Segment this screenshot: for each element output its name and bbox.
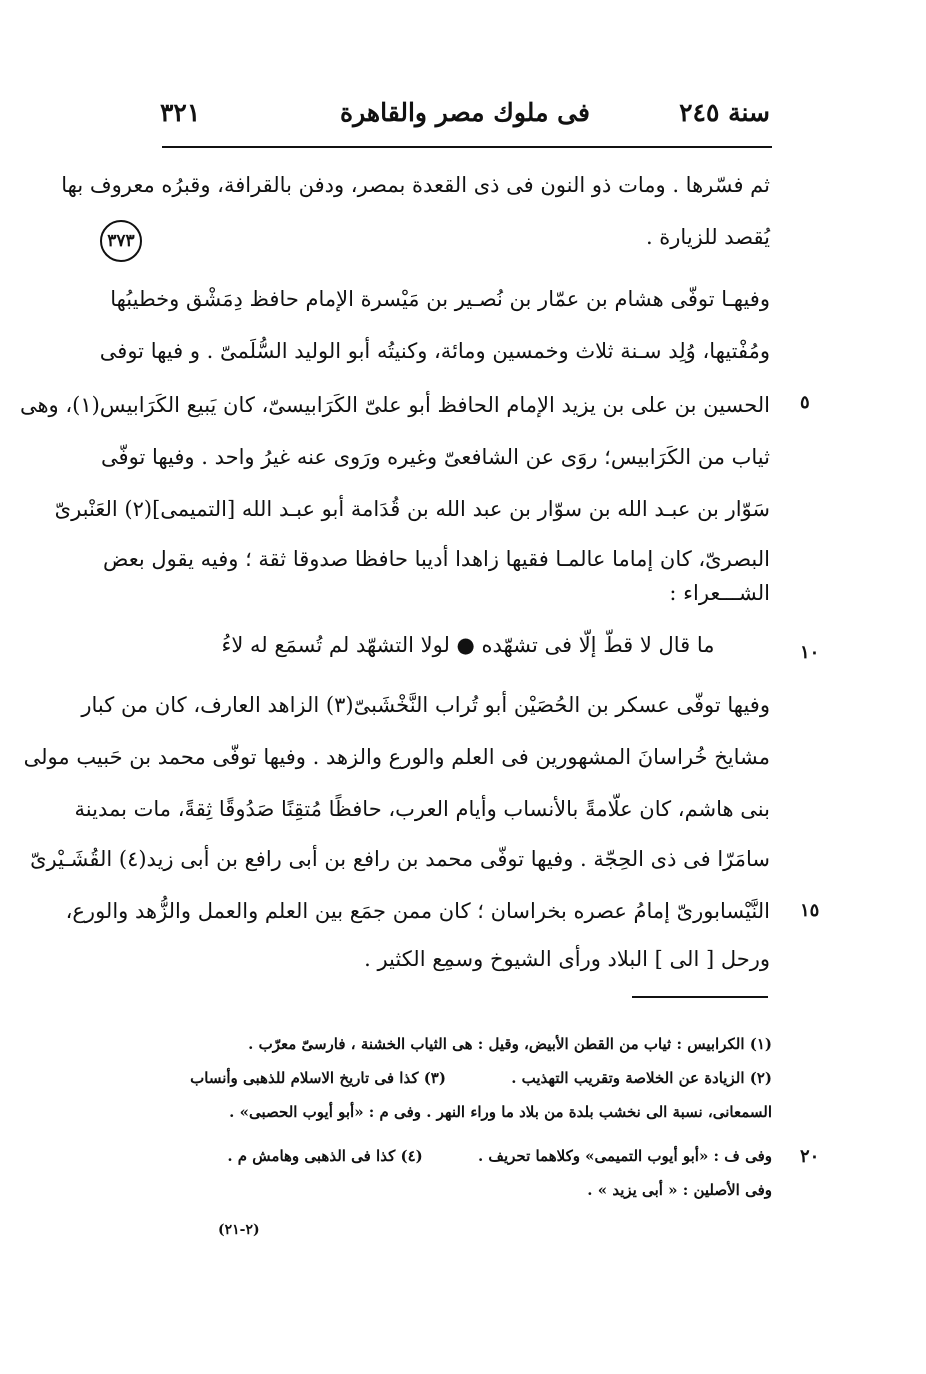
body-line-16: ورحل [ الى ] البلاد ورأى الشيوخ وسمِع الكثير .: [364, 947, 770, 971]
line-number-20: ٢٠: [800, 1146, 820, 1167]
running-header: [160, 98, 770, 138]
footnote-rule: [632, 996, 768, 998]
line-number-5: ٥: [800, 392, 810, 413]
margin-page-seal: ٣٧٣: [100, 220, 142, 262]
footnote-3-end: وفى ف : «أبو أيوب التميمى» وكلاهما تحريف .: [477, 1147, 772, 1165]
footnote-3: (٣) كذا فى تاريخ الاسلام للذهبى وأنساب: [190, 1069, 446, 1087]
body-line-12: مشايخ خُراسانَ المشهورين فى العلم والورع والزهد . وفيها توفّى محمد بن حَبيب مولى: [23, 745, 770, 769]
footnote-4: (٤) كذا فى الذهبى وهامش م .: [227, 1147, 423, 1165]
body-line-2: يُقصد للزيارة .: [645, 225, 770, 249]
verse-line: ما قال لا قطّ إلّا فى تشهّده ● لولا التشهّد لم تُسمَع له لاءُ: [221, 633, 715, 657]
footnote-1: (١) الكرابيس : ثياب من القطن الأبيض، وقيل : هى الثياب الخشنة ، فارسىّ معرّب .: [248, 1035, 772, 1053]
body-line-4: ومُفْتيها، وُلِد سـنة ثلاث وخمسين ومائة، وكنيتُه أبو الوليد السُّلَمىّ . و فيها توفى: [99, 339, 770, 363]
footnote-4-continued: وفى الأصلين : « أبى يزيد » .: [587, 1181, 772, 1199]
header-year: سنة ٢٤٥: [679, 98, 770, 127]
body-line-7: سَوّار بن عبـد الله بن سوّار بن عبد الله بن قُدَامة أبو عبـد الله [التميمى](٢) العَنْبرىّ: [54, 497, 770, 521]
footnote-3-continued: السمعانى، نسبة الى نخشب بلدة من بلاد ما وراء النهر . وفى م : «أبو أيوب الحصبى» .: [229, 1103, 772, 1121]
body-line-6: ثياب من الكَرَابيس؛ روَى عن الشافعىّ وغيره ورَوى عنه غيرُ واحد . وفيها توفّى: [101, 445, 770, 469]
footnote-2: (٢) الزيادة عن الخلاصة وتقريب التهذيب .: [511, 1069, 772, 1087]
body-line-9: الشـــعراء :: [669, 581, 770, 605]
body-line-5: الحسين بن على بن يزيد الإمام الحافظ أبو علىّ الكَرَابيسىّ، كان يَبيع الكَرَابيس(١)، وهى: [19, 393, 770, 417]
body-line-1: ثم فسّرها . ومات ذو النون فى ذى القعدة بمصر، ودفن بالقرافة، وقبرُه معروف بها: [61, 173, 770, 197]
line-number-15: ١٥: [800, 900, 820, 921]
body-line-3: وفيهـا توفّى هشام بن عمّار بن نُصـير بن مَيْسرة الإمام حافظ دِمَشْق وخطيبُها: [110, 287, 770, 311]
header-rule: [162, 146, 772, 148]
body-line-13: بنى هاشم، كان علّامةً بالأنساب وأيام العرب، حافظًا مُتقِنًا صَدُوقًا ثِقةً، مات بمدينة: [74, 797, 770, 821]
printer-signature: (٢-٢١): [218, 1222, 260, 1238]
body-line-11: وفيها توفّى عسكر بن الحُصَيْن أبو تُراب النَّخْشَبىّ(٣) الزاهد العارف، كان من كبار: [81, 693, 770, 717]
body-line-14: سامَرّا فى ذى الحِجّة . وفيها توفّى محمد بن رافع بن أبى رافع بن أبى زيد(٤) القُشَـيْرىّ: [30, 847, 770, 871]
page-number: ٣٢١: [160, 98, 201, 127]
body-line-15: النَّيْسابورىّ إمامُ عصره بخراسان ؛ كان ممن جمَع بين العلم والعمل والزُّهد والورع،: [65, 899, 770, 923]
line-number-10: ١٠: [800, 642, 820, 663]
body-line-8: البصرىّ، كان إماما عالمـا فقيها زاهدا أديبا حافظا صدوقا ثقة ؛ وفيه يقول بعض: [102, 547, 770, 571]
header-title: فى ملوك مصر والقاهرة: [340, 98, 590, 127]
